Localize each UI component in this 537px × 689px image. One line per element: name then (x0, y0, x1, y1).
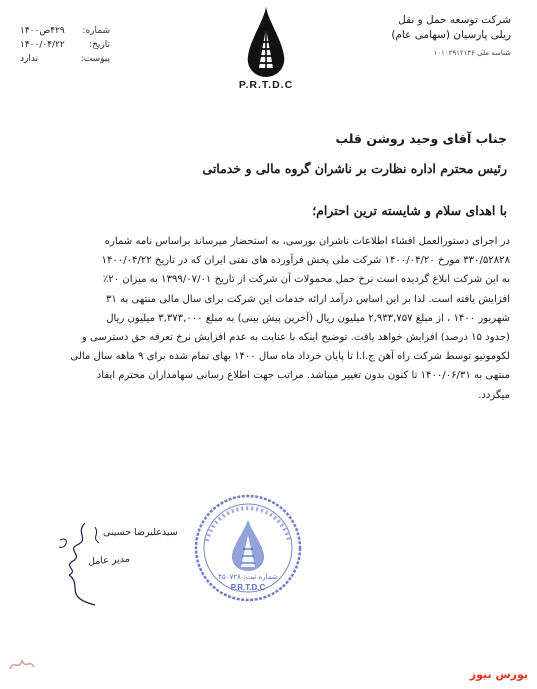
company-stamp (193, 493, 303, 603)
recipient-position: رئیس محترم اداره نظارت بر ناشران گروه مالی و خدماتی (202, 161, 507, 176)
date-value: ۱۴۰۰/۰۴/۲۲ (20, 40, 65, 50)
body-line: لکوموتیو توسط شرکت راه آهن ج.ا.ا تا پایان خرداد ماه سال ۱۴۰۰ بهای تمام شده برای ۹ ماهه سال مالی (70, 351, 510, 363)
meta-attachment-row (20, 52, 110, 66)
letter-body (28, 232, 510, 405)
body-line: منتهی به ۱۴۰۰/۰۶/۳۱ تا کنون بدون تغییر میباشد. مراتب جهت اطلاع رسانی سهامداران محترم ایفاد (96, 370, 510, 382)
company-logo (231, 6, 301, 92)
body-line: ۳۳۰/۵۲۸۲۸ مورخ ۱۴۰۰/۰۴/۲۰ شرکت ملی پخش فرآورده های نفتی ایران که در تاریخ ۱۴۰۰/۰۴/۲۲ (101, 255, 510, 267)
faded-watermark-icon (8, 655, 36, 676)
company-national-id: شناسه ملی ۱۰۱۰۲۹۱۲۱۴۶ (433, 49, 511, 57)
signature-scribble-icon (55, 515, 125, 610)
greeting: با اهدای سلام و شایسته ترین احترام؛ (312, 203, 507, 218)
number-value: ۴۲۹ص۱۴۰۰ (20, 26, 65, 36)
stamp-abbreviation: P.R.T.D.C (230, 583, 266, 592)
recipient-line: جناب آقای وحید روشن قلب (335, 131, 507, 146)
stamp-seal-icon (193, 493, 303, 603)
logo-abbreviation: P.R.T.D.C (238, 79, 294, 91)
body-line: در اجرای دستورالعمل افشاء اطلاعات ناشران بورسی، به استحضار میرساند براساس نامه شماره (104, 236, 510, 247)
meta-number-row (20, 24, 110, 38)
signer-title: مدیر عامل (87, 553, 131, 568)
drop-logo-icon (244, 6, 288, 78)
stamp-registration-number: شماره ثبت: ۴۵۰۷۲۸ (218, 573, 278, 581)
body-line: شهریور ۱۴۰۰ ، از مبلغ ۲,۹۳۳,۷۵۷ میلیون ریال (آخرین پیش بینی) به مبلغ ۳,۳۷۳,۰۰۰ میلیون ریال (106, 312, 510, 324)
date-label: تاریخ: (89, 40, 110, 50)
body-line: میگردد. (478, 389, 510, 401)
body-line: (حدود ۱۵ درصد) افزایش خواهد یافت. توضیح اینکه با عنایت به عدم افزایش نرخ تعرفه حق دسترسی و (81, 332, 510, 344)
signer-name: سیدعلیرضا حسینی (103, 527, 178, 538)
body-line: به این شرکت ابلاغ گردیده است نرخ حمل محمولات آن شرکت از تاریخ ۱۳۹۹/۰۷/۰۱ به میزان ۲۰٪ (102, 274, 510, 286)
attachment-label: پیوست: (80, 54, 110, 64)
body-line: افزایش یافته است. لذا بر این اساس درآمد ارائه خدمات این شرکت برای سال مالی منتهی به ۳۱ (106, 293, 510, 305)
meta-date-row (20, 38, 110, 52)
attachment-value: ندارد (20, 54, 39, 64)
company-name-line2: ریلی پارسیان (سهامی عام) (391, 29, 511, 41)
company-name-line1: شرکت توسعه حمل و نقل (398, 14, 511, 26)
company-header (341, 13, 511, 61)
letter-meta (20, 24, 110, 66)
brand-watermark: بورس نیوز (469, 668, 528, 681)
number-label: شماره: (82, 26, 110, 36)
